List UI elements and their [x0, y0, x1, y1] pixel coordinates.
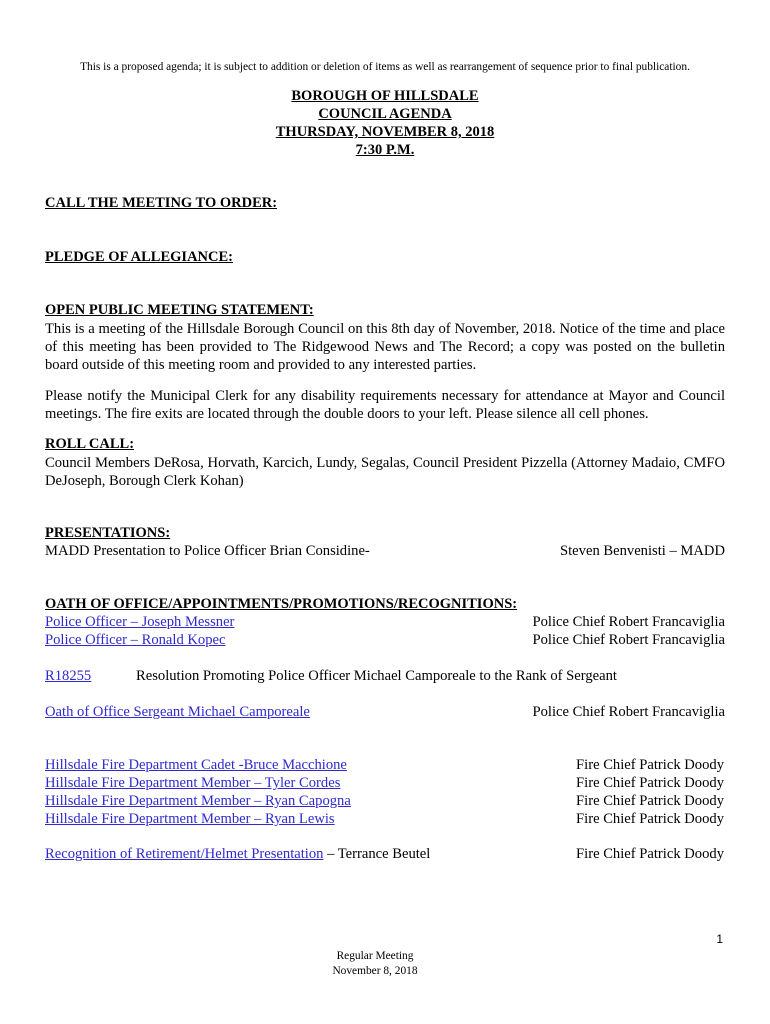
fire-member-lewis-link[interactable]: Hillsdale Fire Department Member – Ryan Lewis: [45, 811, 335, 827]
retirement-honoree: – Terrance Beutel: [323, 846, 431, 862]
fire-member-cordes-link[interactable]: Hillsdale Fire Department Member – Tyler Cordes: [45, 775, 341, 791]
footer-meeting-type: Regular Meeting: [336, 950, 414, 962]
resolution-text: Resolution Promoting Police Officer Michael Camporeale to the Rank of Sergeant: [136, 668, 617, 684]
resolution-number-link[interactable]: R18255: [45, 668, 92, 684]
fire-chief-2: Fire Chief Patrick Doody: [576, 775, 724, 791]
roll-call-heading: ROLL CALL:: [45, 436, 135, 452]
title-time: 7:30 P.M.: [355, 142, 415, 158]
presentation-item: MADD Presentation to Police Officer Brian Considine-: [45, 543, 370, 559]
open-meeting-paragraph: This is a meeting of the Hillsdale Borough Council on this 8th day of November, 2018. Notice of the time and place of this meeting has been provided to The Ridgewood News and The Record; a copy was posted on the bulletin board outside of this meeting room and provided to any interested parties.: [45, 321, 725, 373]
roll-call-text: Council Members DeRosa, Horvath, Karcich, Lundy, Segalas, Council President Pizzella (Attorney Madaio, CMFO DeJoseph, Borough Clerk Kohan): [45, 455, 725, 489]
police-officer-messner-link[interactable]: Police Officer – Joseph Messner: [45, 614, 235, 630]
footer-date: November 8, 2018: [332, 965, 418, 977]
presentations-heading: PRESENTATIONS:: [45, 525, 171, 541]
police-officer-kopec-link[interactable]: Police Officer – Ronald Kopec: [45, 632, 226, 648]
retirement-link[interactable]: Recognition of Retirement/Helmet Presentation: [45, 846, 324, 862]
police-chief-3: Police Chief Robert Francaviglia: [532, 704, 725, 720]
fire-chief-1: Fire Chief Patrick Doody: [576, 757, 724, 773]
sergeant-oath-link[interactable]: Oath of Office Sergeant Michael Camporeale: [45, 704, 310, 720]
title-agenda: COUNCIL AGENDA: [318, 106, 452, 122]
fire-chief-3: Fire Chief Patrick Doody: [576, 793, 724, 809]
title-date: THURSDAY, NOVEMBER 8, 2018: [275, 124, 495, 140]
fire-chief-4: Fire Chief Patrick Doody: [576, 811, 724, 827]
publication-notice: This is a proposed agenda; it is subject to addition or deletion of items as well as rearrangement of sequence prior to final publication.: [80, 61, 690, 73]
accessibility-paragraph: Please notify the Municipal Clerk for any disability requirements necessary for attendance at Mayor and Council meetings. The fire exits are located through the double doors to your left. Please silence all cell phones.: [45, 388, 725, 422]
pledge-heading: PLEDGE OF ALLEGIANCE:: [45, 249, 233, 265]
open-meeting-heading: OPEN PUBLIC MEETING STATEMENT:: [45, 302, 314, 318]
fire-chief-5: Fire Chief Patrick Doody: [576, 846, 724, 862]
police-chief-1: Police Chief Robert Francaviglia: [532, 614, 725, 630]
title-borough: BOROUGH OF HILLSDALE: [291, 88, 479, 104]
fire-cadet-macchione-link[interactable]: Hillsdale Fire Department Cadet -Bruce Macchione: [45, 757, 347, 773]
retirement-line: [45, 846, 430, 863]
oath-heading: OATH OF OFFICE/APPOINTMENTS/PROMOTIONS/RECOGNITIONS:: [45, 596, 518, 612]
call-to-order-heading: CALL THE MEETING TO ORDER:: [45, 195, 278, 211]
police-chief-2: Police Chief Robert Francaviglia: [532, 632, 725, 648]
page-number: 1: [716, 932, 723, 946]
presentation-presenter: Steven Benvenisti – MADD: [560, 543, 725, 559]
fire-member-capogna-link[interactable]: Hillsdale Fire Department Member – Ryan Capogna: [45, 793, 351, 809]
